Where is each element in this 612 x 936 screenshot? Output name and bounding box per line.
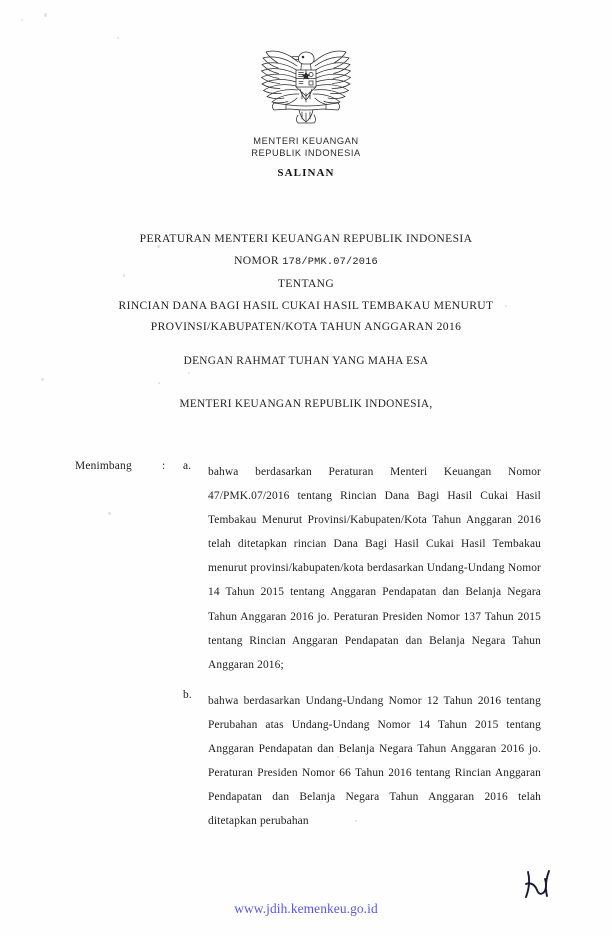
consideration-item xyxy=(183,689,541,834)
nomor-label: NOMOR xyxy=(234,253,283,267)
item-marker-a: a. xyxy=(183,460,192,472)
label-colon: : xyxy=(162,460,166,472)
title-line-regulation: PERATURAN MENTERI KEUANGAN REPUBLIK INDONESIA xyxy=(139,232,473,245)
item-text-b: bahwa berdasarkan Undang-Undang Nomor 12 Tahun 2016 tentang Perubahan atas Undang-Undang Nomor 14 Tahun 2015 tentang Anggaran Pendapatan dan Belanja Negara Tahun Anggaran 2016 jo. Peraturan Presiden Nomor 66 Tahun 2016 tentang Rincian Anggaran Pendapatan dan Belanja Negara Tahun Anggaran 2016 telah ditetapkan perubahan xyxy=(208,694,541,828)
ministry-line-2: REPUBLIK INDONESIA xyxy=(251,147,361,158)
title-line-tentang: TENTANG xyxy=(277,277,335,290)
preamble-block xyxy=(56,353,556,413)
jdih-url-text[interactable]: www.jdih.kemenkeu.go.id xyxy=(234,901,378,916)
preamble-blessing: DENGAN RAHMAT TUHAN YANG MAHA ESA xyxy=(183,355,429,367)
ministry-line-1: MENTERI KEUANGAN xyxy=(253,136,359,146)
item-marker-b: b. xyxy=(183,688,192,701)
masthead xyxy=(0,44,612,179)
scan-speck xyxy=(117,37,119,39)
scan-speck xyxy=(41,378,44,381)
considerations-section xyxy=(0,460,612,833)
ministry-name xyxy=(0,136,612,159)
title-line-subject-1: RINCIAN DANA BAGI HASIL CUKAI HASIL TEMBAKAU MENURUT xyxy=(118,298,494,312)
garuda-pancasila-emblem xyxy=(254,44,358,128)
consideration-item xyxy=(183,460,541,677)
preamble-authority: MENTERI KEUANGAN REPUBLIK INDONESIA, xyxy=(179,398,433,410)
scan-speck xyxy=(21,19,23,21)
label-menimbang: Menimbang xyxy=(75,460,132,472)
item-text-a: bahwa berdasarkan Peraturan Menteri Keuangan Nomor 47/PMK.07/2016 tentang Rincian Dana Bagi Hasil Cukai Hasil Tembakau Menurut Provinsi/Kabupaten/Kota Tahun Anggaran 2016 telah ditetapkan rincian Dana Bagi Hasil Cukai Hasil Tembakau menurut provinsi/kabupaten/kota berdasarkan Undang-Undang Nomor 14 Tahun 2015 tentang Anggaran Pendapatan dan Belanja Negara Tahun Anggaran 2016 jo. Peraturan Presiden Nomor 137 Tahun 2015 tentang Rincian Anggaran Pendapatan dan Belanja Negara Tahun Anggaran 2016; xyxy=(208,466,541,671)
footer-url[interactable] xyxy=(0,901,612,917)
nomor-value: 178/PMK.07/2016 xyxy=(282,255,378,268)
document-title-block xyxy=(56,228,556,338)
copy-mark-salinan: SALINAN xyxy=(277,167,335,180)
title-line-subject-2: PROVINSI/KABUPATEN/KOTA TAHUN ANGGARAN 2016 xyxy=(150,320,462,333)
handwritten-initial-mark xyxy=(519,868,561,902)
scan-speck xyxy=(44,13,47,17)
title-line-number xyxy=(56,250,556,274)
